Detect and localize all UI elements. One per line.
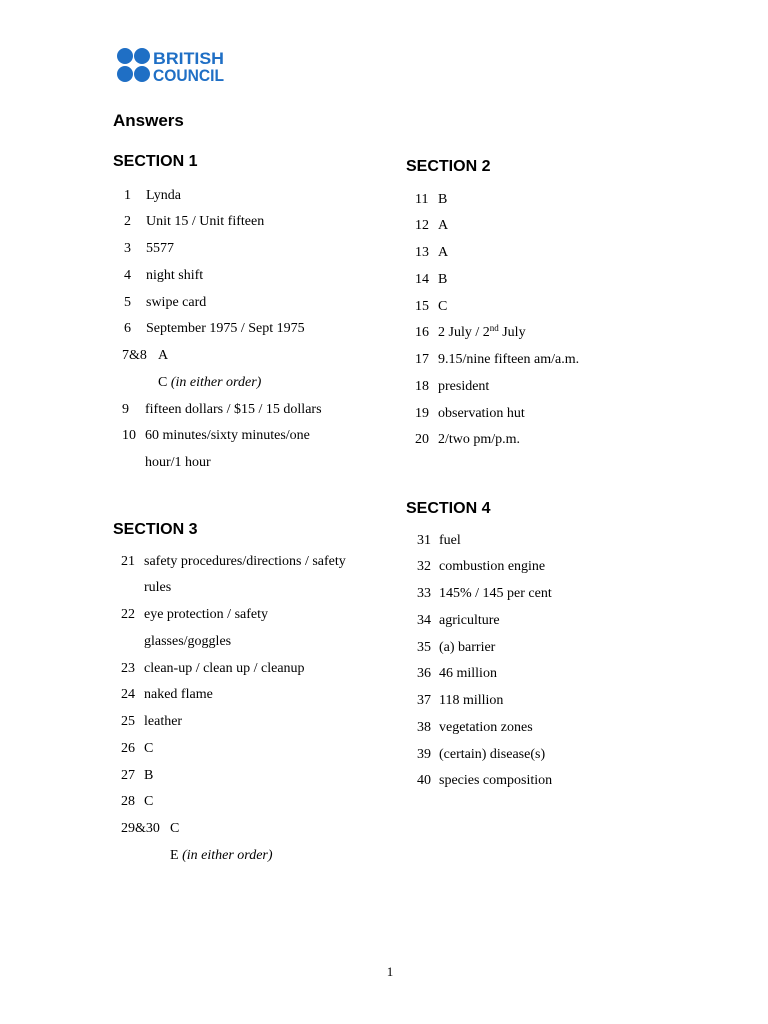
- section-1-heading: SECTION 1: [113, 153, 198, 170]
- answer-number: 7&8: [122, 348, 147, 364]
- answer-text: president: [438, 378, 490, 394]
- answer-number: 16: [415, 325, 429, 341]
- answer-row: [0, 581, 768, 608]
- answer-text: (certain) disease(s): [439, 746, 546, 762]
- answer-text: swipe card: [146, 294, 207, 310]
- answer-number: 28: [121, 794, 135, 810]
- answer-text: 5577: [146, 241, 174, 257]
- answer-text: safety procedures/directions / safety: [144, 553, 346, 569]
- answer-text: eye protection / safety: [144, 607, 269, 623]
- answer-number: 1: [124, 187, 131, 203]
- answer-row: [0, 715, 768, 742]
- answer-number: 31: [417, 532, 431, 548]
- answer-text: rules: [144, 580, 172, 596]
- section-4-heading: SECTION 4: [406, 500, 491, 517]
- answer-number: 17: [415, 352, 429, 368]
- logo-text-line1: BRITISH: [153, 49, 224, 68]
- answer-text: 60 minutes/sixty minutes/one: [145, 428, 310, 444]
- four-dots-logo-icon: [117, 48, 150, 82]
- answer-row: [0, 347, 768, 374]
- answer-number: 14: [415, 271, 429, 287]
- answer-text: 145% / 145 per cent: [439, 586, 552, 602]
- answer-number: 39: [417, 746, 431, 762]
- answer-number: 23: [121, 660, 135, 676]
- answer-text: B: [144, 767, 154, 783]
- answer-note: (in either order): [182, 847, 273, 863]
- answer-number: 15: [415, 298, 429, 314]
- answer-row: [0, 661, 768, 688]
- answer-text: glasses/goggles: [144, 633, 232, 649]
- ordinal-suffix: nd: [489, 323, 499, 334]
- answer-number: 5: [124, 294, 131, 310]
- answer-text: A: [438, 245, 449, 261]
- answer-number: 19: [415, 405, 429, 421]
- british-council-logo: [115, 46, 227, 84]
- answer-row: [0, 554, 768, 581]
- answer-text: (a) barrier: [439, 639, 496, 655]
- answer-number: 34: [417, 612, 431, 628]
- answer-number: 6: [124, 321, 131, 337]
- answer-number: 38: [417, 719, 431, 735]
- section-2-heading: SECTION 2: [406, 158, 491, 175]
- answer-row: [0, 427, 768, 454]
- answer-row: [0, 240, 768, 267]
- answer-text: 118 million: [439, 693, 504, 709]
- answer-row: [0, 294, 768, 321]
- answer-text: hour/1 hour: [145, 455, 211, 471]
- answer-text-main: 2 July / 2: [438, 325, 490, 341]
- answer-number: 27: [121, 767, 135, 783]
- answer-text-main: E: [170, 847, 179, 863]
- answer-row: [0, 320, 768, 347]
- answer-number: 10: [122, 428, 136, 444]
- answer-text: leather: [144, 714, 183, 730]
- answer-note: (in either order): [170, 374, 262, 390]
- answer-text: [170, 843, 273, 870]
- section-3-heading: SECTION 3: [113, 521, 198, 538]
- answer-row: [0, 528, 768, 555]
- answer-text: observation hut: [438, 405, 525, 421]
- answer-row: [0, 768, 768, 795]
- section-2-answers: [0, 187, 768, 455]
- answer-text: combustion engine: [439, 559, 546, 575]
- answer-text: naked flame: [144, 687, 213, 703]
- answer-continuation: [0, 450, 768, 477]
- answer-row: [0, 401, 768, 428]
- answer-number: 24: [121, 687, 135, 703]
- answer-row: [0, 688, 768, 715]
- answer-text: C: [144, 740, 154, 756]
- answer-text: B: [438, 271, 448, 287]
- answer-text: night shift: [146, 267, 204, 283]
- answer-text: A: [438, 218, 449, 234]
- answer-text: C: [438, 298, 448, 314]
- answer-number: 9: [122, 401, 129, 417]
- answer-text-after: July: [498, 325, 526, 341]
- answer-number: 40: [417, 773, 431, 789]
- answer-number: 25: [121, 714, 135, 730]
- page-title: Answers: [113, 111, 184, 130]
- answer-text: B: [438, 191, 448, 207]
- answer-number: 20: [415, 432, 429, 448]
- answer-text: 2/two pm/p.m.: [438, 432, 521, 448]
- answer-text: 9.15/nine fifteen am/a.m.: [438, 352, 580, 368]
- answer-text: fifteen dollars / $15 / 15 dollars: [145, 401, 322, 417]
- answer-row: [0, 635, 768, 662]
- answer-row: [0, 267, 768, 294]
- answer-text: fuel: [439, 532, 461, 548]
- answer-number: 22: [121, 607, 135, 623]
- answer-row: [0, 187, 768, 214]
- answer-text: C: [144, 794, 154, 810]
- answer-text: 46 million: [439, 666, 497, 682]
- answer-row: [0, 742, 768, 769]
- answer-text-main: C: [158, 374, 168, 390]
- answer-number: 11: [415, 191, 429, 207]
- answer-number: 37: [417, 693, 431, 709]
- answer-number: 12: [415, 218, 429, 234]
- answer-number: 3: [124, 241, 131, 257]
- answer-number: 4: [124, 267, 131, 283]
- answer-text: A: [158, 348, 169, 364]
- answer-number: 21: [121, 553, 135, 569]
- answer-number: 18: [415, 378, 429, 394]
- answer-number: 13: [415, 245, 429, 261]
- answer-text: Unit 15 / Unit fifteen: [146, 214, 265, 230]
- answer-text: species composition: [439, 773, 553, 789]
- answer-number: 36: [417, 666, 431, 682]
- answer-text: [438, 320, 526, 347]
- answer-row: [0, 374, 768, 401]
- logo-text-line2: COUNCIL: [153, 66, 224, 84]
- answer-text: agriculture: [439, 612, 500, 628]
- answer-number: 29&30: [121, 821, 160, 837]
- answer-text: vegetation zones: [439, 719, 533, 735]
- answer-number: 32: [417, 559, 431, 575]
- answer-row: [0, 816, 768, 843]
- answer-row: [0, 213, 768, 240]
- answer-continuation: [0, 843, 768, 870]
- answer-text: C: [170, 821, 180, 837]
- section-4-answers: [0, 528, 768, 796]
- answer-number: 26: [121, 740, 135, 756]
- answer-text: Lynda: [146, 187, 181, 203]
- answer-text: clean-up / clean up / cleanup: [144, 660, 305, 676]
- page-number: 1: [386, 964, 394, 979]
- answer-row: [0, 608, 768, 635]
- answer-number: 2: [124, 214, 131, 230]
- answer-text: September 1975 / Sept 1975: [146, 321, 305, 337]
- answer-number: 35: [417, 639, 431, 655]
- answer-number: 33: [417, 586, 431, 602]
